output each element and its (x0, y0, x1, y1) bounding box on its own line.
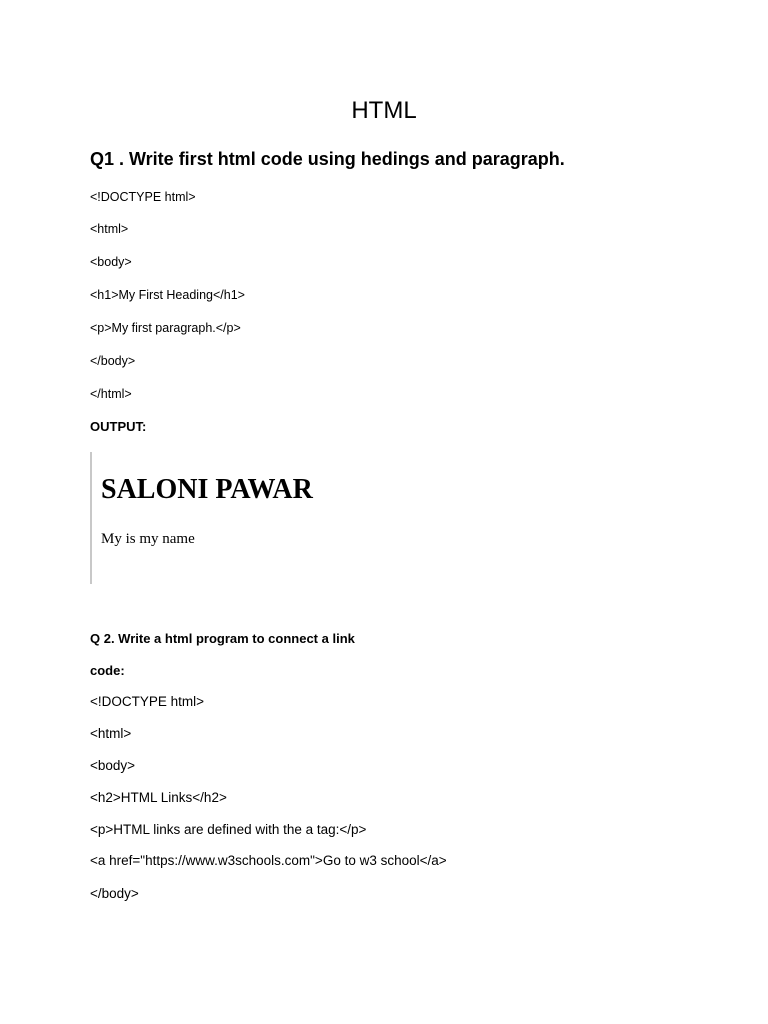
q2-code-line: </body> (90, 886, 139, 901)
q1-code-line: <!DOCTYPE html> (90, 190, 196, 204)
q2-code-line: <!DOCTYPE html> (90, 694, 205, 709)
q2-code-line: <h2>HTML Links</h2> (90, 790, 227, 805)
q2-heading: Q 2. Write a html program to connect a link (90, 631, 355, 646)
q1-heading: Q1 . Write first html code using hedings and paragraph. (90, 149, 565, 169)
output-paragraph: My is my name (101, 531, 195, 547)
q2-code-line: <a href="https://www.w3schools.com">Go to w3 school</a> (90, 853, 447, 868)
q1-code-line: <html> (90, 222, 129, 236)
q2-code-line: <html> (90, 726, 132, 741)
output-heading: SALONI PAWAR (101, 474, 313, 505)
q1-code-line: </body> (90, 354, 136, 368)
q1-code-line: </html> (90, 387, 132, 401)
q1-code-line: <h1>My First Heading</h1> (90, 288, 245, 302)
document-title: HTML (351, 97, 417, 124)
output-label: OUTPUT: (90, 419, 147, 434)
q2-code-line: <body> (90, 758, 136, 773)
code-label: code: (90, 663, 125, 678)
q1-code-line: <body> (90, 255, 132, 269)
q2-code-line: <p>HTML links are defined with the a tag:</p> (90, 822, 367, 837)
output-screenshot (90, 452, 392, 584)
q1-code-line: <p>My first paragraph.</p> (90, 321, 241, 335)
